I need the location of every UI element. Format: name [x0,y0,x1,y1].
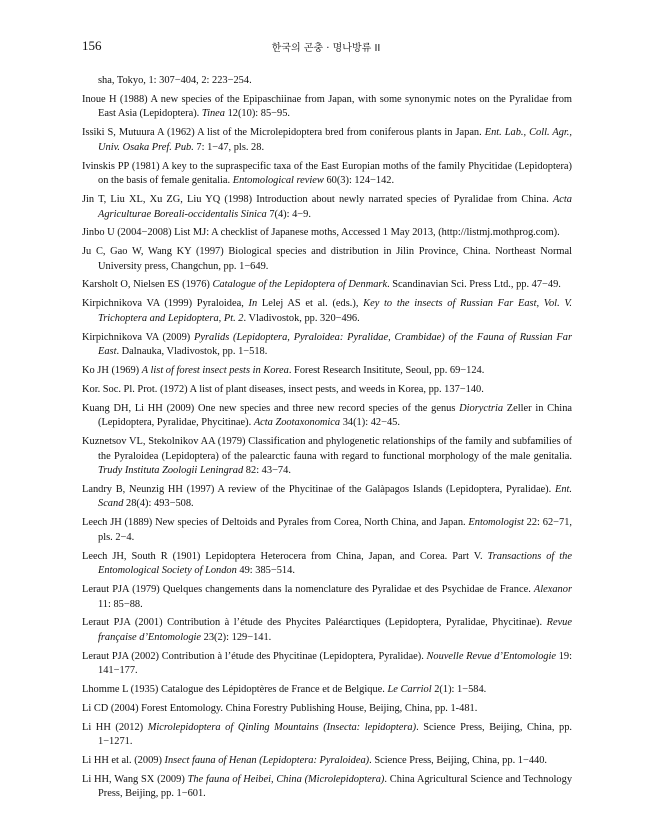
reference-text: Jin T, Liu XL, Xu ZG, Liu YQ (1998) Introduction about newly narrated species of Pyralidae from China. [82,193,553,205]
reference-text: 49: 385−514. [236,565,295,577]
reference-entry [82,245,572,274]
reference-entry [82,364,572,379]
reference-text: 7(4): 4−9. [266,208,311,220]
reference-italic-text: Entomological review [232,175,324,187]
reference-text: 7: 1−47, pls. 28. [193,141,265,153]
reference-text: . Scandinavian Sci. Press Ltd., pp. 47−49. [387,279,561,291]
reference-italic-text: The fauna of Heibei, China (Microlepidoptera) [187,773,385,785]
reference-text: Leech JH (1889) New species of Deltoids and Pyrales from Corea, North China, and Japan. [82,517,469,529]
reference-italic-text: Pyralids (Lepidoptera, Pyraloidea: Pyralidae, Crambidae) of the Fauna of Russian Far East [98,331,572,358]
reference-text: Ivinskis PP (1981) A key to the supraspecific taxa of the East Europian moths of the family Phycitidae (Lepidoptera) on the basis of female genitalia. [82,160,572,187]
reference-entry [82,550,572,579]
page-number: 156 [82,38,102,53]
reference-text: Li HH, Wang SX (2009) [82,773,188,785]
reference-text: Li CD (2004) Forest Entomology. China Forestry Publishing House, Beijing, China, pp. 1-481. [82,702,478,714]
reference-italic-text: Revue française d’Entomologie [98,617,572,643]
reference-entry [82,160,572,189]
reference-italic-text: Ent. Scand [98,483,572,510]
reference-text: Lelej AS et al. (eds.), [257,298,364,310]
reference-entry [82,74,572,89]
reference-entry [82,193,572,222]
reference-text: 11: 85−88. [98,598,143,610]
reference-text: 19: 141−177. [98,650,572,677]
reference-text: Kuang DH, Li HH (2009) One new species and three new record species of the genus [82,402,460,414]
reference-italic-text: Acta Agriculturae Boreali-occidentalis Sinica [98,193,572,220]
reference-text: 22: 62−71, pls. 2−4. [98,517,572,543]
reference-text: Lhomme L (1935) Catalogue des Lépidoptères de France et de Belgique. [82,684,388,696]
reference-text: 2(1): 1−584. [431,684,487,696]
reference-italic-text: Ent. Lab., Coll. Agr., Univ. Osaka Pref. Pub. [98,127,573,153]
reference-text: Kor. Soc. Pl. Prot. (1972) A list of plant diseases, insect pests, and weeds in Korea, pp. 137−140. [82,383,484,395]
reference-italic-text: Transactions of the Entomological Society of London [98,550,572,577]
reference-text: . China Agricultural Science and Technology Press, Beijing, pp. 1−601. [98,773,573,800]
reference-text: Landry B, Neunzig HH (1997) A review of the Phycitinae of the Galàpagos Islands (Lepidoptera, Pyralidae). [82,483,555,495]
page-header [82,38,570,56]
reference-text: Zeller in China (Lepidoptera, Pyralidae, Phycitinae). [98,402,572,429]
reference-text: Leraut PJA (1979) Quelques changements dans la nomenclature des Pyralidae et des Psychidae de France. [82,584,534,595]
reference-italic-text: Le Carriol [387,684,432,696]
reference-entry [82,297,572,326]
reference-entry [82,683,572,698]
reference-entry [82,583,572,612]
reference-entry [82,616,572,645]
reference-entry [82,126,572,155]
reference-italic-text: Insect fauna of Henan (Lepidoptera: Pyraloidea) [164,755,370,767]
reference-entry [82,773,572,802]
reference-italic-text: Nouvelle Revue d’Entomologie [426,650,556,662]
reference-text: . Forest Research Insititute, Seoul, pp. 69−124. [288,364,485,376]
reference-entry [82,650,572,679]
reference-text: Karsholt O, Nielsen ES (1976) [82,279,213,291]
reference-text: 34(1): 42−45. [340,417,400,429]
reference-text: Jinbo U (2004−2008) List MJ: A checklist of Japanese moths, Accessed 1 May 2013, (http://listmj.mothprog.com). [82,227,560,239]
reference-entry [82,721,572,750]
reference-text: 28(4): 493−508. [123,498,194,510]
reference-text: Li HH (2012) [82,721,148,733]
reference-entry [82,226,572,241]
reference-text: . Vladivostok, pp. 320−496. [243,312,360,324]
reference-italic-text: A list of forest insect pests in Korea [141,364,289,376]
reference-text: Kuznetsov VL, Stekolnikov AA (1979) Classification and phylogenetic relationships of the family and subfamilies of the Pyraloidea (Lepidoptera) of the palearctic fauna with regard to functional morphology of the male genitalia. [82,435,572,462]
reference-text: Li HH et al. (2009) [82,755,165,767]
reference-italic-text: Dioryctria [459,402,504,414]
reference-entry [82,93,572,122]
reference-italic-text: Acta Zootaxonomica [253,417,341,429]
reference-italic-text: Entomologist [468,517,524,529]
reference-italic-text: In [248,298,258,310]
reference-text: Issiki S, Mutuura A (1962) A list of the Microlepidoptera bred from coniferous plants in Japan. [82,127,485,139]
reference-entry [82,435,572,479]
reference-italic-text: Microlepidoptera of Qinling Mountains (Insecta: lepidoptera) [147,721,417,733]
reference-text: 60(3): 124−142. [323,175,395,187]
reference-text: . Dalnauka, Vladivostok, pp. 1−518. [116,346,268,358]
reference-list [82,74,572,806]
reference-entry [82,402,572,431]
reference-text: Leraut PJA (2002) Contribution à l’étude des Phycitinae (Lepidoptera, Pyralidae). [82,650,427,662]
reference-text: 23(2): 129−141. [201,631,272,643]
reference-entry [82,331,572,360]
reference-italic-text: Trudy Instituta Zoologii Leningrad [98,465,244,477]
reference-text: Ko JH (1969) [82,364,142,376]
reference-entry [82,754,572,769]
running-title: 한국의 곤충 · 명나방류 II [271,43,381,54]
reference-italic-text: Key to the insects of Russian Far East, Vol. V. Trichoptera and Lepidoptera, Pt. 2 [98,298,572,324]
reference-text: Leech JH, South R (1901) Lepidoptera Heterocera from China, Japan, and Corea. Part V. [82,550,488,562]
reference-italic-text: Catalogue of the Lepidoptera of Denmark [212,279,388,291]
reference-text: Ju C, Gao W, Wang KY (1997) Biological species and distribution in Jilin Province, China. Northeast Normal University press, Changchun, pp. 1−649. [82,246,572,272]
reference-text: 82: 43−74. [243,465,291,477]
reference-entry [82,702,572,717]
reference-entry [82,383,572,398]
reference-entry [82,516,572,545]
reference-text: sha, Tokyo, 1: 307−404, 2: 223−254. [98,75,252,86]
reference-text: Leraut PJA (2001) Contribution à l’étude des Phycites Paléarctiques (Lepidoptera, Pyralidae, Phycitinae). [82,617,547,629]
reference-italic-text: Alexanor [533,584,572,595]
reference-text: Inoue H (1988) A new species of the Epipaschiinae from Japan, with some synonymic notes on the Pyralidae from East Asia (Lepidoptera). [82,93,572,120]
reference-text: 12(10): 85−95. [224,108,291,120]
reference-text: Kirpichnikova VA (1999) Pyraloidea, [82,298,249,310]
reference-text: . Science Press, Beijing, China, pp. 1−440. [369,755,548,767]
reference-text: Kirpichnikova VA (2009) [82,331,195,343]
reference-entry [82,278,572,293]
reference-entry [82,483,572,512]
reference-italic-text: Tinea [201,108,225,120]
reference-text: . Science Press, Beijing, China, pp. 1−1271. [98,721,572,748]
